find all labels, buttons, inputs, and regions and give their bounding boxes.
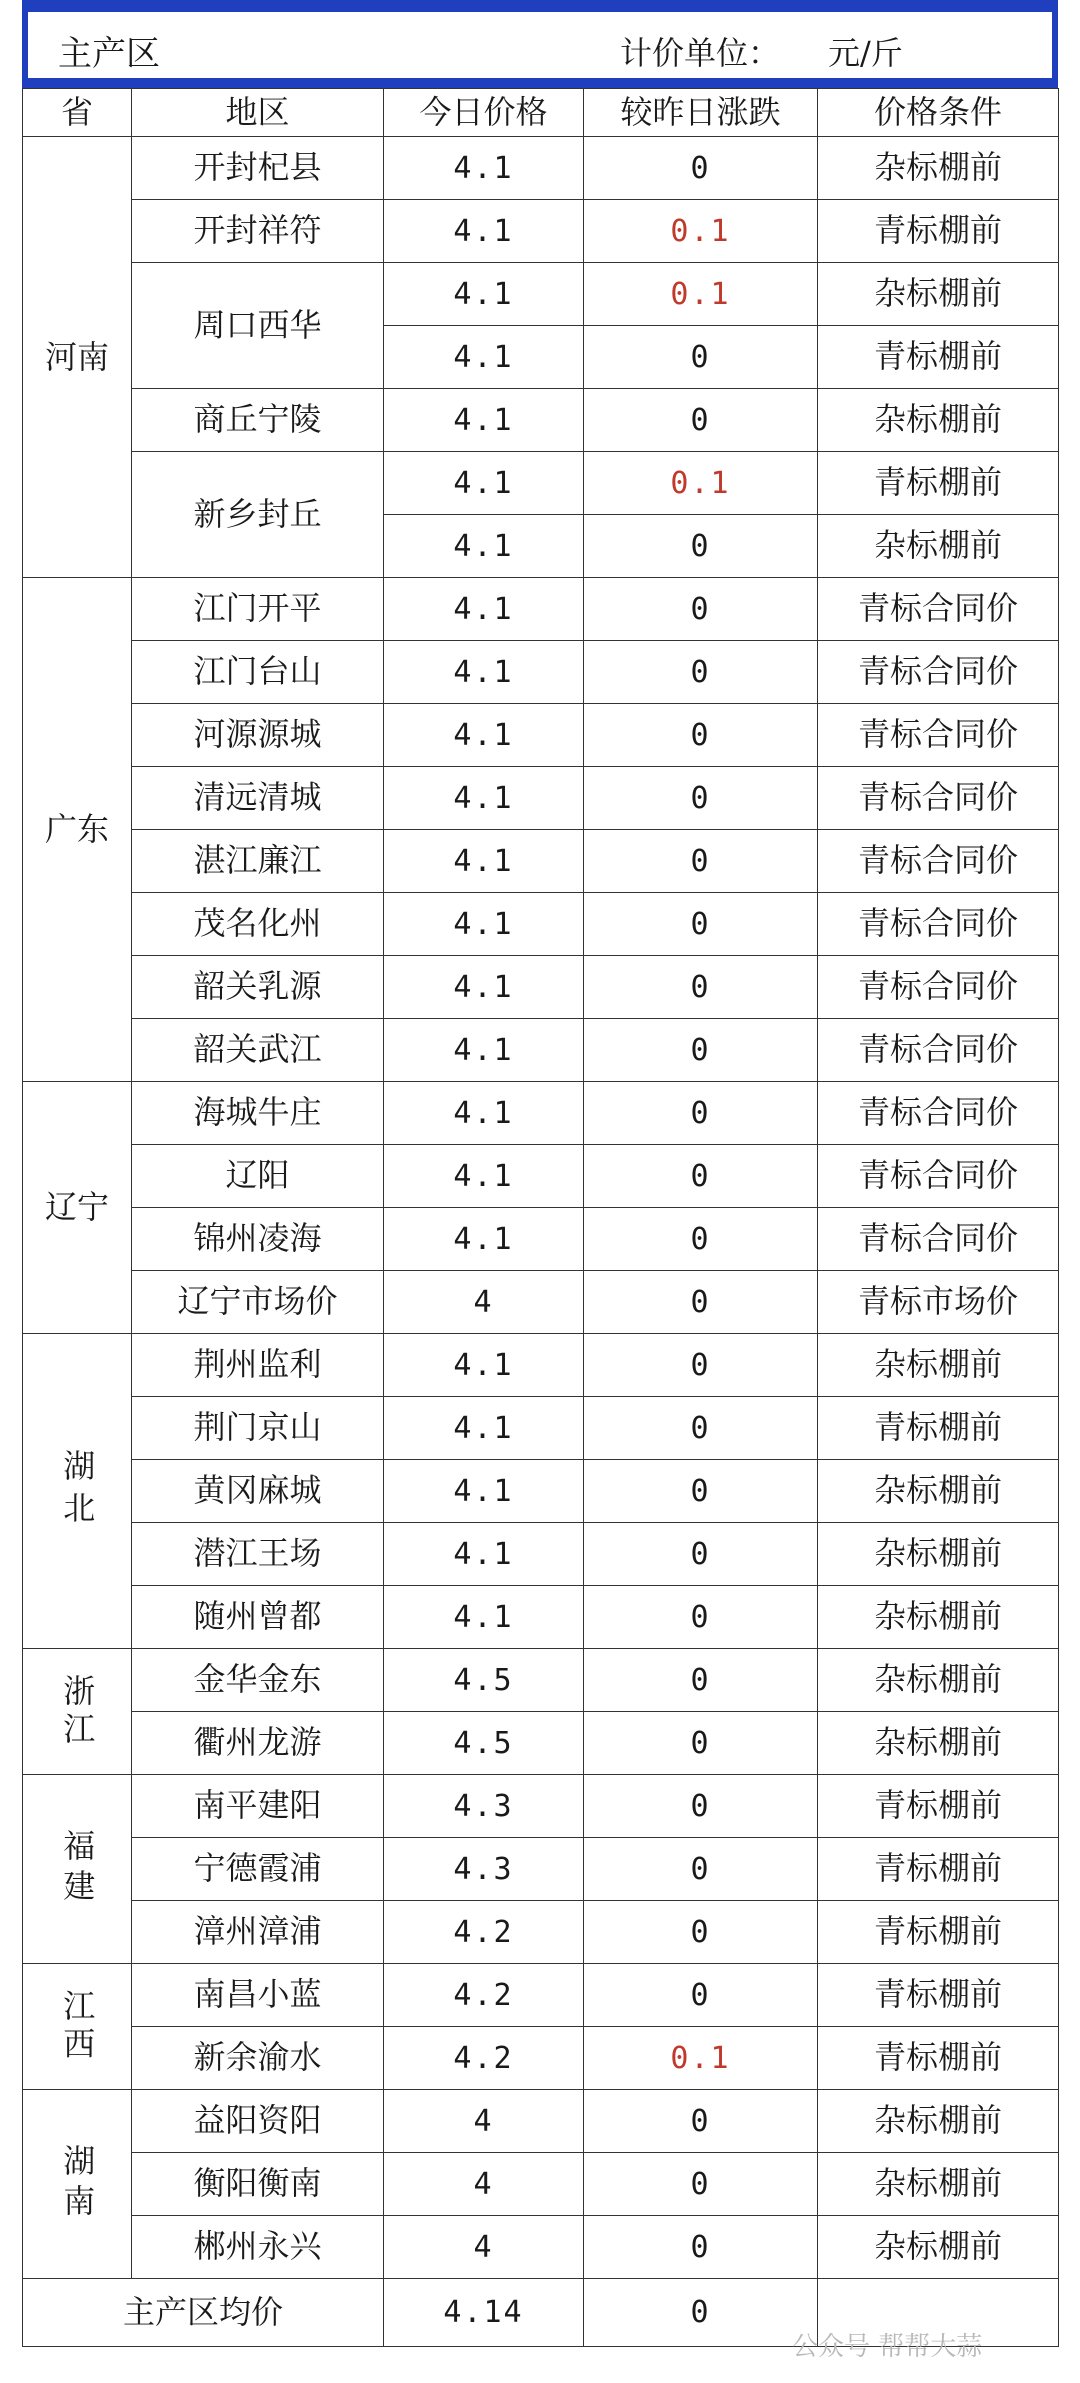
header-divider-bar [22,78,1058,88]
region-cell: 新乡封丘 [132,452,384,578]
province-cell: 浙江 [23,1649,132,1775]
table-row [23,452,1059,515]
change-cell: 0.1 [584,263,818,326]
change-cell: 0 [584,1523,818,1586]
table-row [23,1208,1059,1271]
change-cell: 0 [584,1208,818,1271]
region-cell: 漳州漳浦 [132,1901,384,1964]
condition-cell: 青标市场价 [818,1271,1059,1334]
condition-cell: 青标棚前 [818,1901,1059,1964]
col-header-region: 地区 [132,89,384,137]
change-cell: 0 [584,137,818,200]
table-row [23,704,1059,767]
condition-cell: 青标合同价 [818,830,1059,893]
region-cell: 开封祥符 [132,200,384,263]
condition-cell: 杂标棚前 [818,1586,1059,1649]
col-header-condition: 价格条件 [818,89,1059,137]
price-cell: 4.1 [384,767,584,830]
price-cell: 4.1 [384,830,584,893]
condition-cell: 青标棚前 [818,2027,1059,2090]
price-cell: 4.1 [384,578,584,641]
table-row [23,893,1059,956]
price-cell: 4 [384,1271,584,1334]
condition-cell: 杂标棚前 [818,2153,1059,2216]
change-cell: 0 [584,1586,818,1649]
average-price: 4.14 [384,2279,584,2347]
condition-cell: 青标棚前 [818,1964,1059,2027]
province-cell: 广东 [23,578,132,1082]
province-cell: 福建 [23,1775,132,1964]
change-cell: 0 [584,830,818,893]
region-cell: 河源源城 [132,704,384,767]
price-cell: 4.1 [384,641,584,704]
sheet-header [22,12,1058,78]
condition-cell: 杂标棚前 [818,1649,1059,1712]
table-row [23,137,1059,200]
table-row [23,1145,1059,1208]
price-cell: 4.2 [384,1964,584,2027]
price-cell: 4 [384,2090,584,2153]
change-cell: 0.1 [584,2027,818,2090]
condition-cell: 杂标棚前 [818,1712,1059,1775]
unit-value: 元/斤 [828,34,903,72]
condition-cell: 青标合同价 [818,704,1059,767]
price-cell: 4.1 [384,893,584,956]
change-cell: 0 [584,956,818,1019]
unit-label: 计价单位： [620,34,781,72]
condition-cell: 青标合同价 [818,1082,1059,1145]
region-cell: 江门开平 [132,578,384,641]
change-cell: 0 [584,1901,818,1964]
region-cell: 江门台山 [132,641,384,704]
region-cell: 湛江廉江 [132,830,384,893]
price-cell: 4.3 [384,1838,584,1901]
table-row [23,767,1059,830]
change-cell: 0 [584,1397,818,1460]
average-change: 0 [584,2279,818,2347]
change-cell: 0 [584,1460,818,1523]
condition-cell: 杂标棚前 [818,515,1059,578]
table-row [23,1334,1059,1397]
change-cell: 0 [584,578,818,641]
condition-cell: 青标合同价 [818,641,1059,704]
table-header-row [23,89,1059,137]
price-cell: 4.1 [384,1208,584,1271]
region-cell: 衢州龙游 [132,1712,384,1775]
watermark: 公众号 帮帮大蒜 [792,2332,983,2362]
condition-cell: 青标合同价 [818,578,1059,641]
region-cell: 南昌小蓝 [132,1964,384,2027]
change-cell: 0 [584,1649,818,1712]
table-row [23,641,1059,704]
change-cell: 0.1 [584,452,818,515]
price-cell: 4.1 [384,200,584,263]
change-cell: 0 [584,2090,818,2153]
table-row [23,2027,1059,2090]
change-cell: 0 [584,1838,818,1901]
table-row [23,1460,1059,1523]
price-cell: 4 [384,2153,584,2216]
table-row [23,1901,1059,1964]
change-cell: 0 [584,704,818,767]
region-cell: 宁德霞浦 [132,1838,384,1901]
region-cell: 新余渝水 [132,2027,384,2090]
change-cell: 0 [584,2216,818,2279]
region-cell: 黄冈麻城 [132,1460,384,1523]
table-row [23,389,1059,452]
region-cell: 辽阳 [132,1145,384,1208]
region-cell: 锦州凌海 [132,1208,384,1271]
price-cell: 4.5 [384,1649,584,1712]
table-row [23,830,1059,893]
price-cell: 4.1 [384,1145,584,1208]
table-row [23,1397,1059,1460]
price-cell: 4.1 [384,1460,584,1523]
price-cell: 4.1 [384,1082,584,1145]
price-cell: 4.1 [384,704,584,767]
price-cell: 4.2 [384,2027,584,2090]
table-row [23,1523,1059,1586]
region-cell: 韶关武江 [132,1019,384,1082]
price-cell: 4.1 [384,452,584,515]
change-cell: 0 [584,1145,818,1208]
region-cell: 益阳资阳 [132,2090,384,2153]
change-cell: 0 [584,326,818,389]
region-cell: 潜江王场 [132,1523,384,1586]
table-row [23,1838,1059,1901]
condition-cell: 杂标棚前 [818,1460,1059,1523]
condition-cell: 杂标棚前 [818,137,1059,200]
condition-cell: 杂标棚前 [818,1334,1059,1397]
region-cell: 茂名化州 [132,893,384,956]
region-cell: 周口西华 [132,263,384,389]
condition-cell: 青标棚前 [818,452,1059,515]
table-row [23,1019,1059,1082]
price-cell: 4.1 [384,1019,584,1082]
region-cell: 荆州监利 [132,1334,384,1397]
change-cell: 0 [584,1775,818,1838]
price-cell: 4.1 [384,1586,584,1649]
region-cell: 清远清城 [132,767,384,830]
condition-cell: 青标棚前 [818,1775,1059,1838]
table-row [23,1082,1059,1145]
price-cell: 4.2 [384,1901,584,1964]
table-row [23,1586,1059,1649]
sheet-title: 主产区 [58,34,160,74]
region-cell: 韶关乳源 [132,956,384,1019]
change-cell: 0 [584,641,818,704]
price-cell: 4.1 [384,263,584,326]
province-cell: 湖北 [23,1334,132,1649]
table-row [23,263,1059,326]
region-cell: 金华金东 [132,1649,384,1712]
table-row [23,1271,1059,1334]
price-cell: 4.1 [384,137,584,200]
price-cell: 4.3 [384,1775,584,1838]
region-cell: 商丘宁陵 [132,389,384,452]
change-cell: 0 [584,2153,818,2216]
change-cell: 0 [584,1271,818,1334]
region-cell: 海城牛庄 [132,1082,384,1145]
table-row [23,2153,1059,2216]
province-cell: 江西 [23,1964,132,2090]
change-cell: 0 [584,515,818,578]
condition-cell: 青标棚前 [818,1838,1059,1901]
region-cell: 南平建阳 [132,1775,384,1838]
average-label: 主产区均价 [23,2279,384,2347]
top-blue-strip [22,0,1058,12]
price-sheet [22,0,1058,2383]
col-header-change: 较昨日涨跌 [584,89,818,137]
change-cell: 0 [584,389,818,452]
region-cell: 开封杞县 [132,137,384,200]
condition-cell: 青标合同价 [818,1019,1059,1082]
region-cell: 衡阳衡南 [132,2153,384,2216]
table-row [23,2216,1059,2279]
change-cell: 0 [584,1964,818,2027]
change-cell: 0 [584,1334,818,1397]
price-cell: 4.1 [384,326,584,389]
table-row [23,578,1059,641]
condition-cell: 青标棚前 [818,1397,1059,1460]
region-cell: 郴州永兴 [132,2216,384,2279]
change-cell: 0 [584,893,818,956]
change-cell: 0 [584,767,818,830]
price-cell: 4 [384,2216,584,2279]
change-cell: 0.1 [584,200,818,263]
table-row [23,956,1059,1019]
province-cell: 河南 [23,137,132,578]
condition-cell: 青标棚前 [818,200,1059,263]
price-cell: 4.1 [384,1334,584,1397]
table-row [23,1775,1059,1838]
region-cell: 辽宁市场价 [132,1271,384,1334]
table-row [23,1712,1059,1775]
province-cell: 辽宁 [23,1082,132,1334]
table-row [23,1964,1059,2027]
condition-cell: 青标合同价 [818,767,1059,830]
price-table [22,88,1059,2347]
col-header-price: 今日价格 [384,89,584,137]
price-cell: 4.1 [384,389,584,452]
change-cell: 0 [584,1712,818,1775]
price-cell: 4.1 [384,956,584,1019]
condition-cell: 青标合同价 [818,956,1059,1019]
condition-cell: 青标合同价 [818,1145,1059,1208]
condition-cell: 青标合同价 [818,893,1059,956]
price-cell: 4.1 [384,1523,584,1586]
price-cell: 4.1 [384,515,584,578]
price-cell: 4.5 [384,1712,584,1775]
change-cell: 0 [584,1019,818,1082]
province-cell: 湖南 [23,2090,132,2279]
price-cell: 4.1 [384,1397,584,1460]
col-header-province: 省 [23,89,132,137]
table-row [23,1649,1059,1712]
region-cell: 随州曾都 [132,1586,384,1649]
region-cell: 荆门京山 [132,1397,384,1460]
condition-cell: 杂标棚前 [818,2216,1059,2279]
condition-cell: 杂标棚前 [818,1523,1059,1586]
table-row [23,200,1059,263]
condition-cell: 杂标棚前 [818,2090,1059,2153]
condition-cell: 杂标棚前 [818,263,1059,326]
condition-cell: 青标合同价 [818,1208,1059,1271]
condition-cell: 青标棚前 [818,326,1059,389]
condition-cell: 杂标棚前 [818,389,1059,452]
change-cell: 0 [584,1082,818,1145]
table-row [23,2090,1059,2153]
